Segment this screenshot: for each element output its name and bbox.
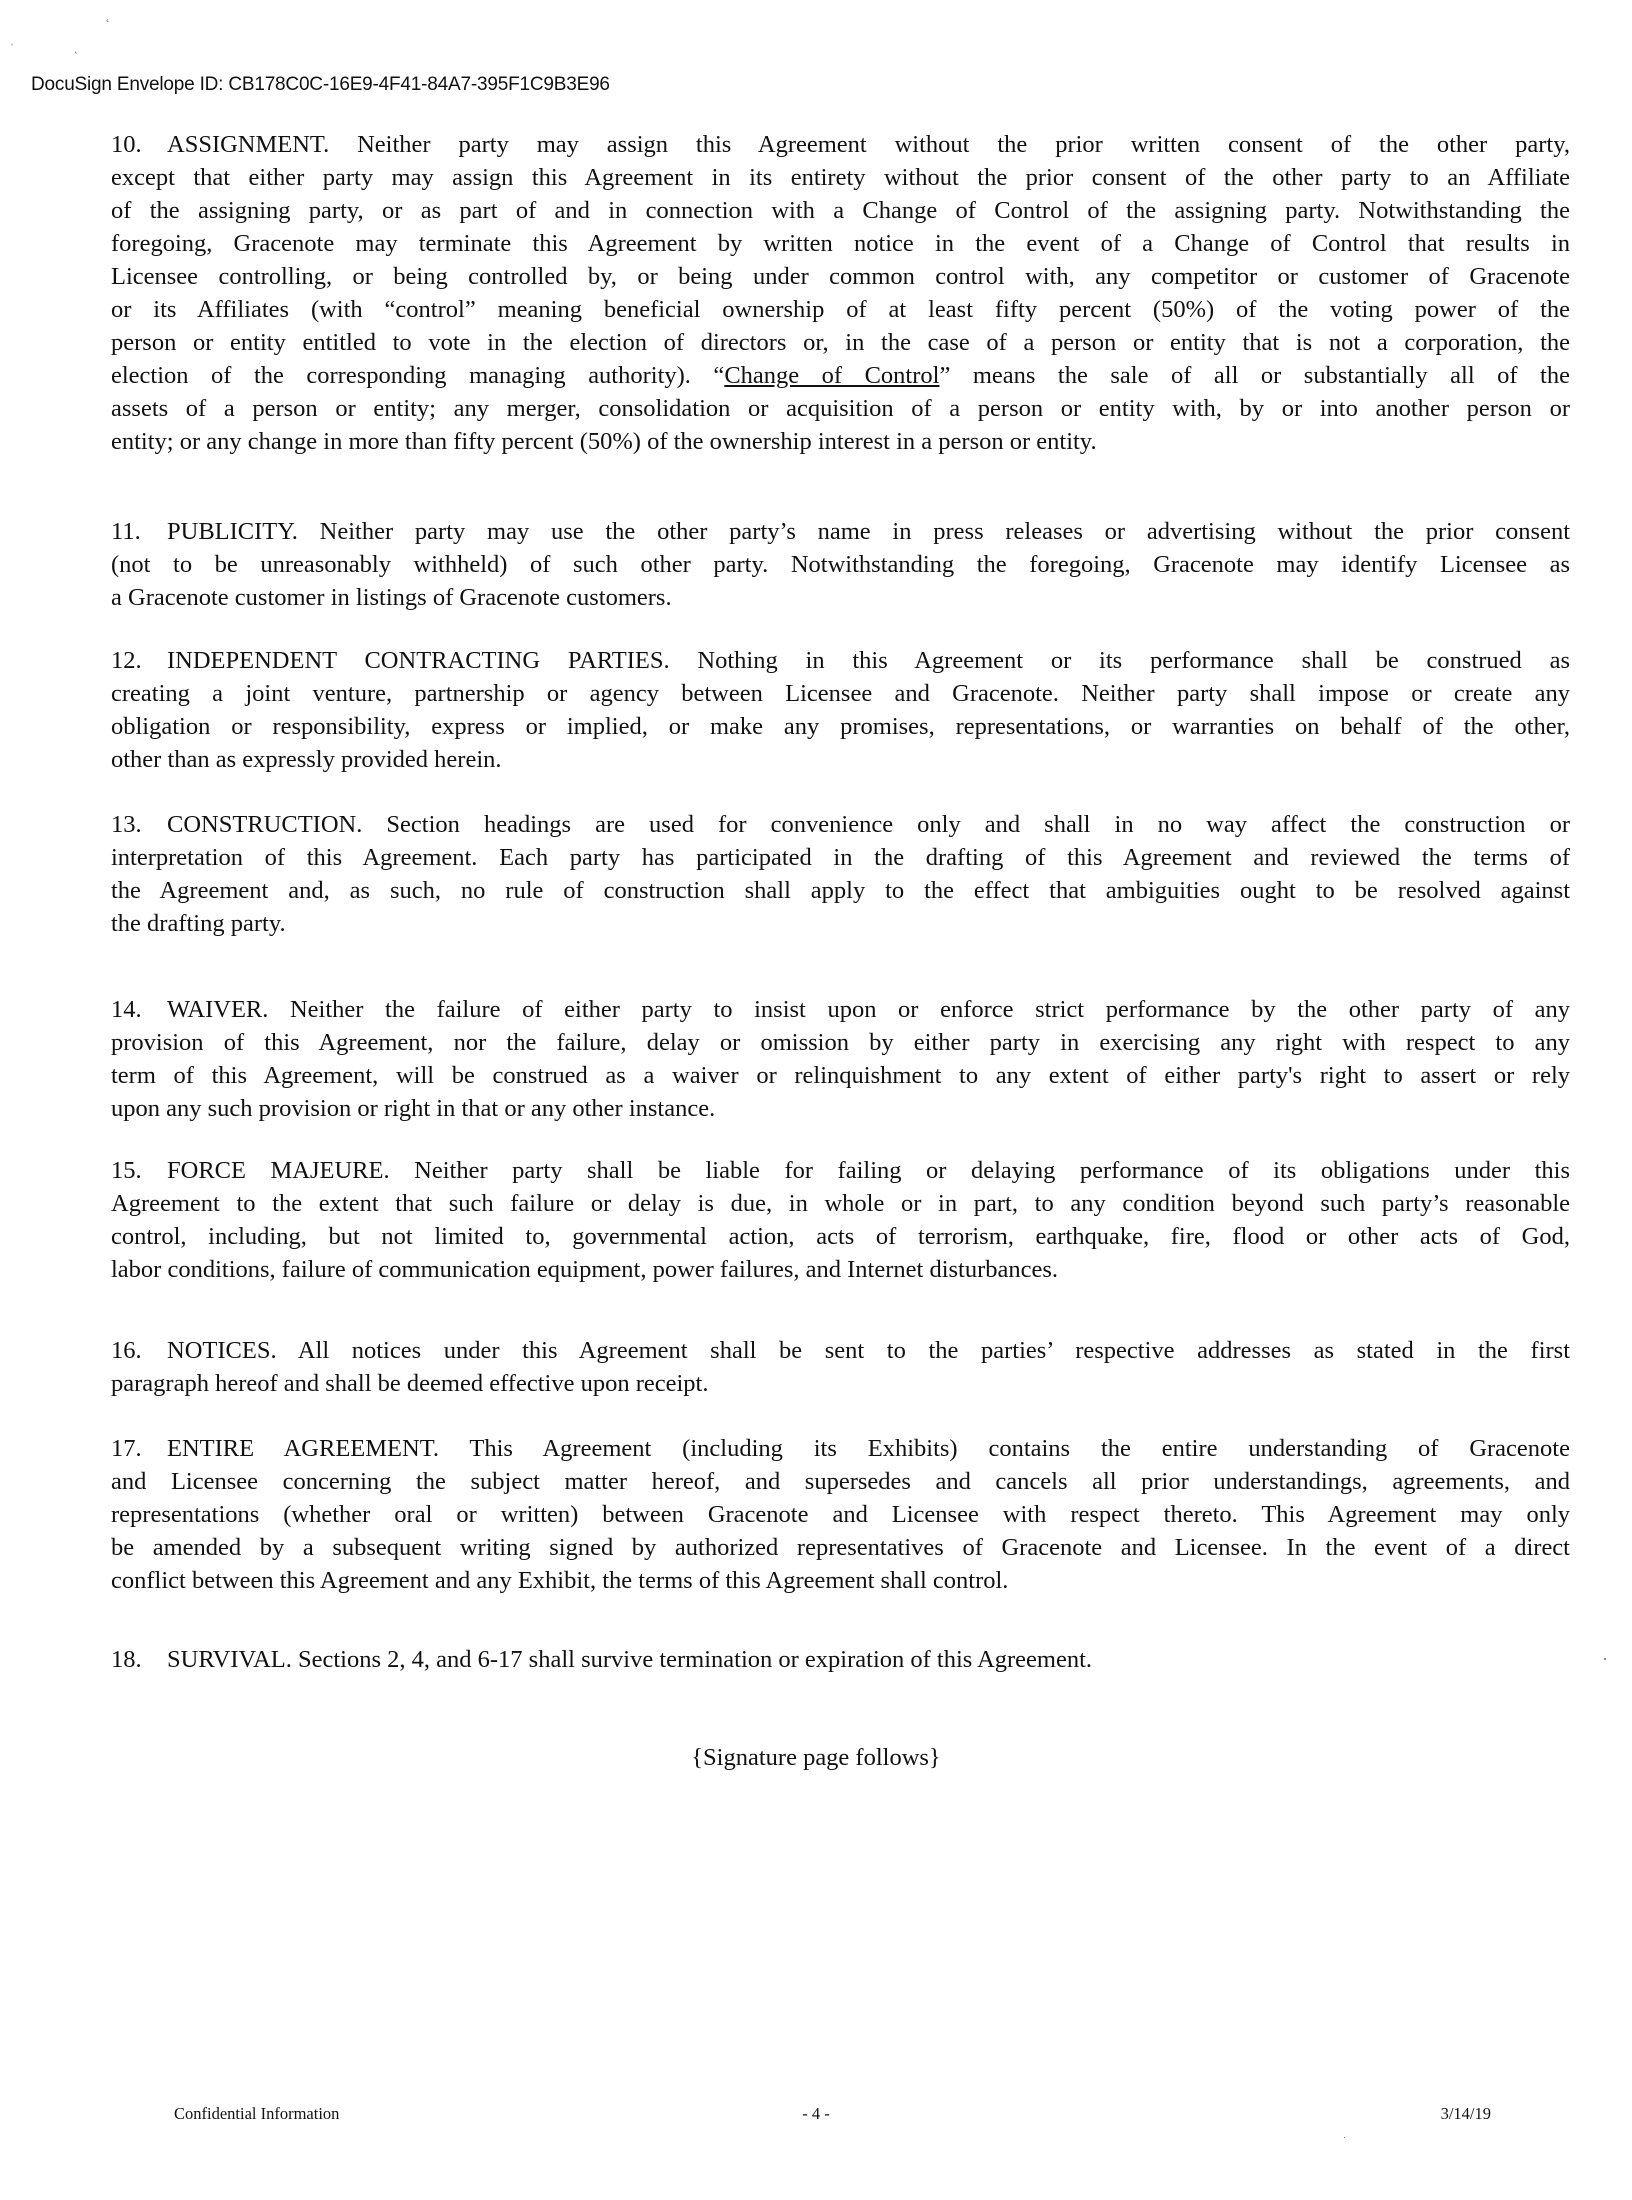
- section-text: the Agreement and, as such, no rule of construction shall apply to the effect that ambiguities ought to be resolved against: [111, 877, 1570, 904]
- section-heading: INDEPENDENT CONTRACTING PARTIES.: [167, 647, 670, 674]
- section-number: 16.: [111, 1337, 142, 1364]
- section-number: 17.: [111, 1435, 142, 1462]
- section-11-publicity: [111, 515, 1570, 614]
- section-text: obligation or responsibility, express or implied, or make any promises, representations, or warranties on behalf of the other,: [111, 713, 1570, 740]
- section-text: a Gracenote customer in listings of Gracenote customers.: [111, 584, 672, 611]
- section-text: Neither the failure of either party to insist upon or enforce strict performance by the other party of any: [268, 996, 1570, 1023]
- section-text: foregoing, Gracenote may terminate this Agreement by written notice in the event of a Change of Control that results in: [111, 230, 1570, 257]
- section-number: 11.: [111, 518, 141, 545]
- section-text: be amended by a subsequent writing signed by authorized representatives of Gracenote and Licensee. In the event of a direct: [111, 1534, 1570, 1561]
- section-text: except that either party may assign this Agreement in its entirety without the prior consent of the other party to an Affiliate: [111, 164, 1570, 191]
- section-text: labor conditions, failure of communication equipment, power failures, and Internet disturbances.: [111, 1256, 1059, 1283]
- section-text: representations (whether oral or written) between Gracenote and Licensee with respect thereto. This Agreement may only: [111, 1501, 1570, 1528]
- section-text: Neither party may use the other party’s name in press releases or advertising without the prior consent: [297, 518, 1570, 545]
- section-text: Agreement to the extent that such failure or delay is due, in whole or in part, to any condition beyond such party’s reasonable: [111, 1190, 1570, 1217]
- section-text-line: [111, 359, 1570, 392]
- footer-confidential: Confidential Information: [174, 2104, 340, 2123]
- section-heading: ASSIGNMENT.: [167, 131, 330, 158]
- section-text: of the assigning party, or as part of and in connection with a Change of Control of the assigning party. Notwithstanding the: [111, 197, 1570, 224]
- section-text: entity; or any change in more than fifty percent (50%) of the ownership interest in a person or entity.: [111, 428, 1097, 455]
- section-text: All notices under this Agreement shall be sent to the parties’ respective addresses as stated in the first: [276, 1337, 1570, 1364]
- section-text: the drafting party.: [111, 910, 286, 937]
- section-text: other than as expressly provided herein.: [111, 746, 502, 773]
- section-number: 15.: [111, 1157, 142, 1184]
- section-text: provision of this Agreement, nor the failure, delay or omission by either party in exercising any right with respect to any: [111, 1029, 1570, 1056]
- footer-date: 3/14/19: [1440, 2104, 1491, 2123]
- section-text: paragraph hereof and shall be deemed effective upon receipt.: [111, 1370, 709, 1397]
- section-10-assignment: [111, 128, 1570, 458]
- section-text: control, including, but not limited to, governmental action, acts of terrorism, earthquake, fire, flood or other acts of God,: [111, 1223, 1570, 1250]
- section-text: Licensee controlling, or being controlled by, or being under common control with, any competitor or customer of Gracenote: [111, 263, 1570, 290]
- scan-artifact: [1344, 2137, 1345, 2138]
- section-number: 12.: [111, 647, 142, 674]
- section-heading: FORCE MAJEURE.: [167, 1157, 390, 1184]
- section-text: upon any such provision or right in that or any other instance.: [111, 1095, 716, 1122]
- section-13-construction: [111, 808, 1570, 940]
- section-17-entire-agreement: [111, 1432, 1570, 1597]
- section-heading: SURVIVAL.: [167, 1646, 292, 1673]
- defined-term-change-of-control: Change of Control: [724, 362, 940, 389]
- section-text: interpretation of this Agreement. Each party has participated in the drafting of this Agreement and reviewed the terms of: [111, 844, 1570, 871]
- section-text: and Licensee concerning the subject matter hereof, and supersedes and cancels all prior understandings, agreements, and: [111, 1468, 1570, 1495]
- section-text: election of the corresponding managing authority). “: [111, 362, 725, 389]
- section-text: Section headings are used for convenience only and shall in no way affect the construction or: [362, 811, 1570, 838]
- section-15-force-majeure: [111, 1154, 1570, 1286]
- section-text: person or entity entitled to vote in the election of directors or, in the case of a person or entity that is not a corporation, the: [111, 329, 1570, 356]
- section-heading: NOTICES.: [167, 1337, 277, 1364]
- scan-artifact: ˎ: [74, 40, 78, 54]
- section-text: (not to be unreasonably withheld) of such other party. Notwithstanding the foregoing, Gracenote may identify Licensee as: [111, 551, 1570, 578]
- signature-page-note: {Signature page follows}: [691, 1744, 941, 1771]
- section-heading: CONSTRUCTION.: [167, 811, 363, 838]
- section-text: Neither party shall be liable for failing or delaying performance of its obligations under this: [389, 1157, 1570, 1184]
- section-heading: WAIVER.: [167, 996, 269, 1023]
- section-16-notices: [111, 1334, 1570, 1400]
- section-text: ” means the sale of all or substantially all of the: [939, 362, 1570, 389]
- section-text: Nothing in this Agreement or its performance shall be construed as: [669, 647, 1571, 674]
- section-text: term of this Agreement, will be construed as a waiver or relinquishment to any extent of either party's right to assert or rely: [111, 1062, 1570, 1089]
- section-text: creating a joint venture, partnership or agency between Licensee and Gracenote. Neither party shall impose or create any: [111, 680, 1570, 707]
- scan-artifact: [1604, 1658, 1606, 1660]
- section-18-survival: [111, 1643, 1570, 1676]
- section-12-independent-contracting-parties: [111, 644, 1570, 776]
- section-text: Sections 2, 4, and 6-17 shall survive termination or expiration of this Agreement.: [291, 1646, 1093, 1673]
- section-number: 14.: [111, 996, 142, 1023]
- scan-artifact: ˌ: [10, 32, 14, 46]
- section-14-waiver: [111, 993, 1570, 1125]
- scan-artifact: ˛: [106, 8, 110, 22]
- section-number: 18.: [111, 1646, 142, 1673]
- section-text: assets of a person or entity; any merger, consolidation or acquisition of a person or entity with, by or into another person or: [111, 395, 1570, 422]
- section-heading: ENTIRE AGREEMENT.: [167, 1435, 439, 1462]
- section-text: Neither party may assign this Agreement without the prior written consent of the other party,: [329, 131, 1570, 158]
- section-text: conflict between this Agreement and any Exhibit, the terms of this Agreement shall control.: [111, 1567, 1009, 1594]
- section-text: This Agreement (including its Exhibits) contains the entire understanding of Gracenote: [438, 1435, 1570, 1462]
- section-text: or its Affiliates (with “control” meaning beneficial ownership of at least fifty percent (50%) of the voting power of the: [111, 296, 1570, 323]
- docusign-envelope-id: DocuSign Envelope ID: CB178C0C-16E9-4F41-84A7-395F1C9B3E96: [31, 74, 610, 95]
- footer-page-number: - 4 -: [802, 2104, 830, 2123]
- section-number: 13.: [111, 811, 142, 838]
- section-number: 10.: [111, 131, 142, 158]
- section-heading: PUBLICITY.: [167, 518, 298, 545]
